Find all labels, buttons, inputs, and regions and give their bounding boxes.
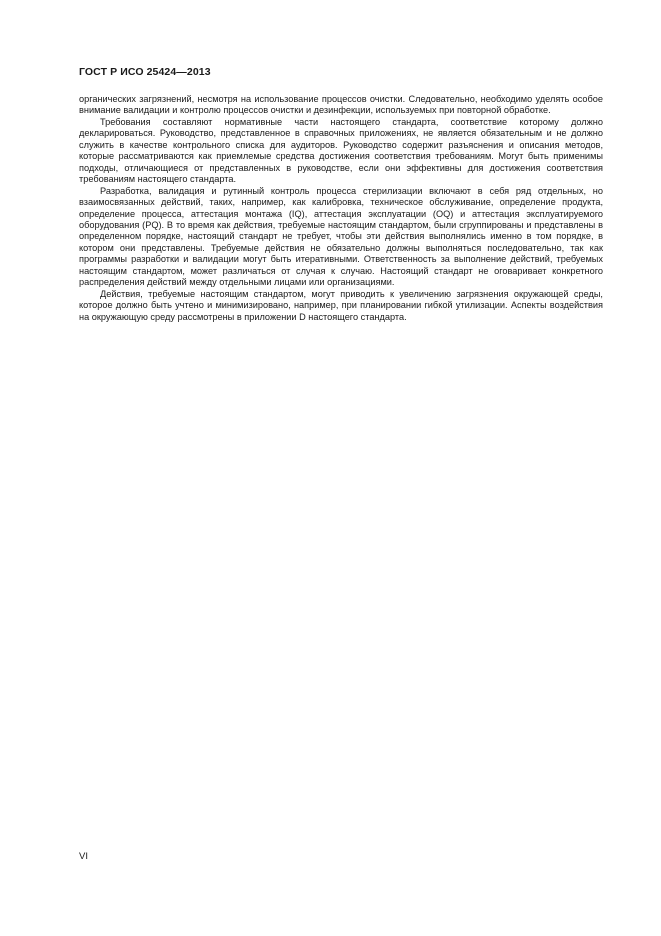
page-header-title: ГОСТ Р ИСО 25424—2013	[79, 66, 211, 78]
body-text	[79, 94, 603, 323]
paragraph-requirements: Требования составляют нормативные части настоящего стандарта, соответствие которому должно декларироваться. Руководство, представленное в справочных приложениях, не является обязательным и не должно служить в качестве контрольного списка для аудиторов. Руководство содержит разъяснения и описания методов, которые рассматриваются как приемлемые средства достижения соответствия требованиям. Могут быть применимы подходы, отличающиеся от представленных в руководстве, если они эффективны для достижения соответствия требованиям настоящего стандарта.	[79, 116, 603, 185]
paragraph-continuation: органических загрязнений, несмотря на использование процессов очистки. Следовательно, необходимо уделять особое внимание валидации и контролю процессов очистки и дезинфекции, используемых при повторной обработке.	[79, 94, 603, 116]
paragraph-environment: Действия, требуемые настоящим стандартом, могут приводить к увеличению загрязнения окружающей среды, которое должно быть учтено и минимизировано, например, при планировании гибкой утилизации. Аспекты воздействия на окружающую среду рассмотрены в приложении D настоящего стандарта.	[79, 288, 603, 322]
page-number: VI	[79, 851, 88, 862]
paragraph-development: Разработка, валидация и рутинный контроль процесса стерилизации включают в себя ряд отдельных, но взаимосвязанных действий, таких, например, как калибровка, техническое обслуживание, определение продукта, определение процесса, аттестация монтажа (IQ), аттестация эксплуатации (OQ) и аттестация эксплуатируемого оборудования (PQ). В то время как действия, требуемые настоящим стандартом, были сгруппированы и представлены в определенном порядке, настоящий стандарт не требует, чтобы эти действия выполнялись именно в том порядке, в котором они представлены. Требуемые действия не обязательно должны выполняться последовательно, так как программы разработки и валидации могут быть итеративными. Ответственность за выполнение действий, требуемых настоящим стандартом, может различаться от случая к случаю. Настоящий стандарт не оговаривает конкретного распределения действий между отдельными лицами или организациями.	[79, 185, 603, 288]
